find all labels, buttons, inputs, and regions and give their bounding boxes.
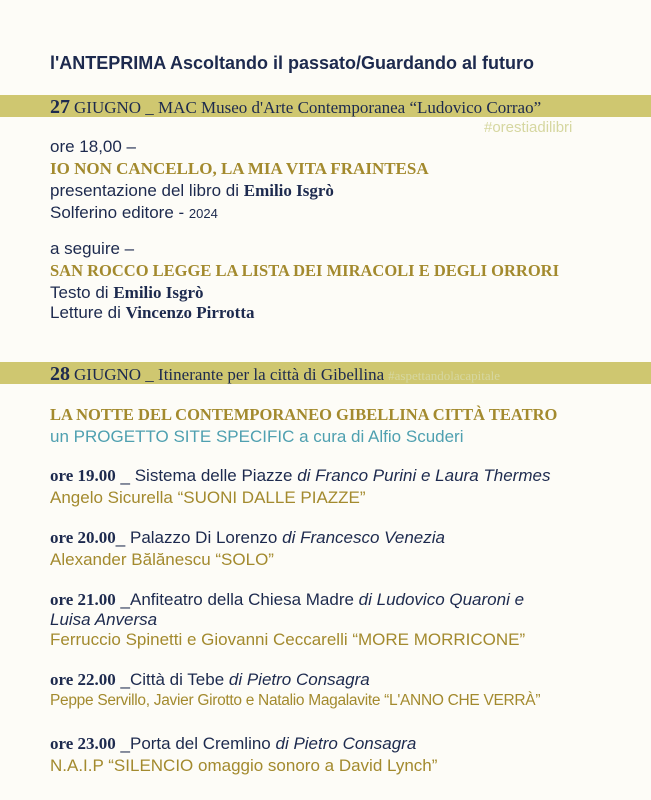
schedule-time: ore 23.00 [50,734,116,753]
schedule-place: _Anfiteatro della Chiesa Madre [115,590,359,609]
banner-date: 28 [50,363,70,385]
schedule-performer: Alexander Bălănescu “SOLO” [50,550,274,569]
banner-date: 27 [50,96,70,118]
publication-year: 2024 [188,206,218,221]
schedule-architect: di Franco Purini e Laura Thermes [297,466,551,485]
event-title: IO NON CANCELLO, LA MIA VITA FRAINTESA [50,159,429,178]
event-description [50,181,334,201]
schedule-architect: di Francesco Venezia [282,528,445,547]
event-title: SAN ROCCO LEGGE LA LISTA DEI MIRACOLI E DEGLI ORRORI [50,261,560,280]
reader-name: Vincenzo Pirrotta [125,303,255,322]
schedule-performer: Angelo Sicurella “SUONI DALLE PIAZZE” [50,488,366,507]
program-heading: LA NOTTE DEL CONTEMPORANEO GIBELLINA CITTÀ TEATRO [50,405,558,424]
schedule-architect: di Pietro Consagra [275,734,417,753]
description-text: presentazione del libro di [50,181,244,200]
schedule-performer: Peppe Servillo, Javier Girotto e Natalio Magalavite “L'ANNO CHE VERRÀ” [50,692,541,709]
author-name: Emilio Isgrò [243,181,334,200]
publisher-line [50,203,218,223]
credits-label: Letture di [50,303,126,322]
author-name: Emilio Isgrò [113,283,204,302]
schedule-time: ore 21.00 [50,590,116,609]
schedule-architect: di Pietro Consagra [228,670,370,689]
banner-title: GIUGNO _ MAC Museo d'Arte Contemporanea “Ludovico Corrao” [74,98,542,117]
credits-label: Testo di [50,283,114,302]
schedule-performer: N.A.I.P “SILENCIO omaggio sonoro a David Lynch” [50,756,438,775]
schedule-place: _Porta del Cremlino [115,734,276,753]
publisher-text: Solferino editore - [50,203,189,222]
schedule-place: _ Sistema delle Piazze [115,466,298,485]
schedule-time: ore 19.00 [50,466,116,485]
schedule-place: _Città di Tebe [115,670,229,689]
schedule-item [50,734,416,754]
hashtag-aspettandolacapitale: #aspettandolacapitale [388,368,501,383]
day-banner-28 [0,362,651,384]
schedule-architect: di Ludovico Quaroni e [358,590,525,609]
schedule-item [50,670,370,690]
banner-title: GIUGNO _ Itinerante per la città di Gibellina [74,365,385,384]
schedule-time: ore 20.00 [50,528,116,547]
credits-line [50,283,204,303]
credits-line [50,303,255,323]
hashtag-orestiadilibri: #orestiadilibri [484,119,573,136]
schedule-place: _ Palazzo Di Lorenzo [115,528,283,547]
schedule-item [50,590,524,610]
program-subheading: un PROGETTO SITE SPECIFIC a cura di Alfio Scuderi [50,427,464,446]
event-time: a seguire – [50,239,135,258]
schedule-performer: Ferruccio Spinetti e Giovanni Ceccarelli “MORE MORRICONE” [50,630,526,649]
schedule-item [50,528,445,548]
schedule-time: ore 22.00 [50,670,116,689]
day-banner-27 [0,95,651,117]
schedule-architect-continued: Luisa Anversa [50,610,158,629]
page-headline: l'ANTEPRIMA Ascoltando il passato/Guardando al futuro [50,53,534,73]
schedule-item [50,466,550,486]
event-time: ore 18,00 – [50,137,137,156]
